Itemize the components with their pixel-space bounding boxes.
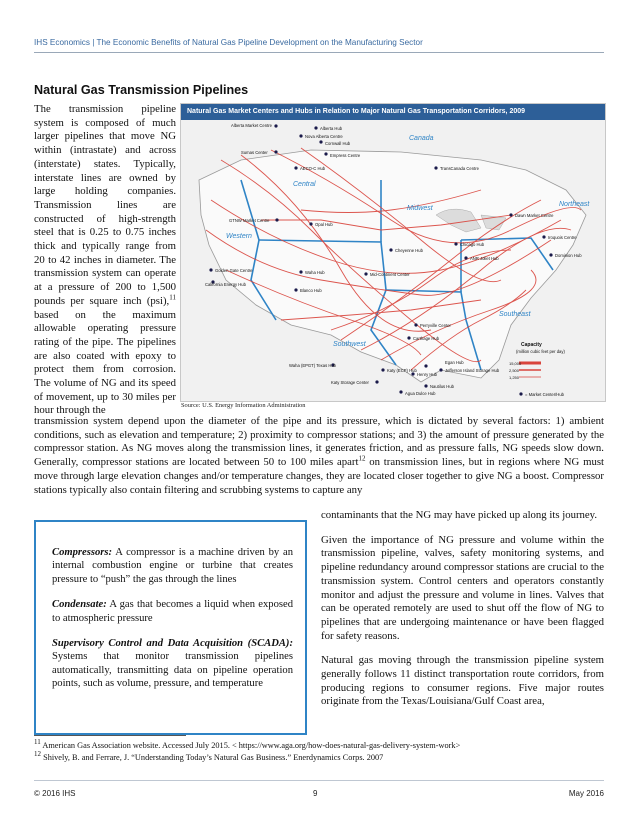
hub-label: Carthage Hub bbox=[413, 336, 440, 341]
hub-label: Henry Hub bbox=[417, 372, 438, 377]
definition-scada bbox=[52, 637, 293, 691]
hub-label: Agua Dulce Hub bbox=[405, 391, 436, 396]
region-label-central: Central bbox=[293, 181, 316, 188]
hub-label: Alberta Hub bbox=[320, 126, 343, 131]
footnote-text: American Gas Association website. Accessed July 2015. < https://www.aga.org/how-does-natural-gas-delivery-system-work> bbox=[40, 741, 461, 750]
region-label-northeast: Northeast bbox=[559, 201, 590, 208]
term-compressors: Compressors: bbox=[52, 547, 113, 558]
legend-level-2: 2,500 bbox=[509, 368, 520, 373]
def-scada: Systems that monitor transmission pipelines automatically, transmitting data on pipeline operation points, such as volume, pressure, and temperature bbox=[52, 651, 293, 690]
legend-subtitle: (million cubic feet per day) bbox=[516, 349, 565, 354]
region-label-canada: Canada bbox=[409, 135, 434, 142]
hub-label: Empress Centre bbox=[330, 153, 361, 158]
hub-label: Perryville Center bbox=[420, 323, 451, 328]
right-paragraph-3: Natural gas moving through the transmission pipeline system generally follows 11 distinct transportation route corridors, from producing regions to consumer regions. Five major routes originate from the Texas/Louisiana/Gulf Coast area, bbox=[321, 654, 604, 708]
map-legend bbox=[509, 342, 565, 397]
running-header: IHS Economics | The Economic Benefits of Natural Gas Pipeline Development on the Manufacturing Sector bbox=[34, 38, 423, 47]
right-column-text bbox=[321, 509, 604, 720]
hub-label: Jefferson Island Storage Hub bbox=[445, 368, 500, 373]
hub-label: Iroquois Centre bbox=[548, 235, 577, 240]
footnote-ref-11[interactable]: 11 bbox=[169, 293, 176, 302]
footnotes bbox=[34, 740, 604, 764]
footnote-11 bbox=[34, 740, 604, 752]
hub-label: Blanco Hub bbox=[300, 288, 322, 293]
hub-label: Opal Hub bbox=[315, 222, 333, 227]
def-compressors: A compressor is a machine driven by an internal combustion engine or turbine that creates pressure to “push” the gas through the lines bbox=[52, 547, 293, 585]
region-label-southeast: Southeast bbox=[499, 311, 531, 318]
left-column-text bbox=[34, 103, 176, 418]
footnote-text: Shively, B. and Ferrare, J. “Understanding Today’s Natural Gas Business.” Enerdynamics Corps. 2007 bbox=[41, 753, 384, 762]
left-text-b: based on the maximum allowable operating pressure rating of the pipe. The pipelines are also coated with epoxy to protect them from corrosion. The volume of NG and its speed of movement, up to 30 miles per hour through the bbox=[34, 308, 176, 417]
legend-level-1: 15,000 bbox=[509, 361, 522, 366]
hub-label: Katy (ECP) Hub bbox=[387, 368, 417, 373]
footer-rule bbox=[34, 780, 604, 781]
footnote-number: 11 bbox=[34, 738, 41, 747]
right-paragraph-2: Given the importance of NG pressure and volume within the transmission pipeline, valves, safety monitoring systems, and pipeline redundancy around compressor stations are crucial to the transmission system. Control centers and operators constantly monitor and adjust the pressure and volume in lines. Valves that can be operated remotely are used to shut off the flow of NG to pipelines that are undergoing maintenance or have been flagged for safety reasons. bbox=[321, 533, 604, 642]
definition-condensate bbox=[52, 598, 293, 625]
hub-label: ANR Joliet Hub bbox=[470, 256, 499, 261]
hub-label: Chicago Hub bbox=[460, 242, 485, 247]
hub-label: Cheyenne Hub bbox=[395, 248, 423, 253]
hub-label: Dominion Hub bbox=[555, 253, 582, 258]
def-condensate: A gas that becomes a liquid when exposed to atmospheric pressure bbox=[52, 599, 293, 624]
hub-label: Waha Hub bbox=[305, 270, 325, 275]
full-width-text bbox=[34, 415, 604, 497]
definitions-list bbox=[52, 546, 293, 703]
hub-label: Nova Alberta Centre bbox=[305, 134, 343, 139]
section-title: Natural Gas Transmission Pipelines bbox=[34, 83, 249, 97]
region-label-southwest: Southwest bbox=[333, 341, 366, 348]
term-condensate: Condensate: bbox=[52, 599, 107, 611]
legend-level-3: 1,250 bbox=[509, 375, 520, 380]
hub-label: Dawn Market Centre bbox=[515, 213, 554, 218]
hub-label: Nautilus Hub bbox=[430, 384, 454, 389]
hub-label: Golden Gate Centre bbox=[215, 268, 253, 273]
hub-label: TransCanada Centre bbox=[440, 166, 479, 171]
definitions-callout bbox=[34, 520, 307, 735]
hub-label: GTNW Market Centre bbox=[229, 218, 270, 223]
hub-label: AECO-C Hub bbox=[300, 166, 326, 171]
footer-date: May 2016 bbox=[568, 789, 604, 798]
hub-label: Katy Storage Center bbox=[331, 380, 369, 385]
footnote-12 bbox=[34, 752, 604, 764]
footnote-number: 12 bbox=[34, 750, 41, 759]
page-number: 9 bbox=[313, 789, 318, 798]
hub-label: Alberta Market Centre bbox=[231, 123, 272, 128]
header-rule bbox=[34, 52, 604, 53]
right-paragraph-1: contaminants that the NG may have picked up along its journey. bbox=[321, 509, 598, 521]
full-text-a: transmission system depend upon the diameter of the pipe and its pressure, which is dictated by several factors: 1) ambient conditions, such as elevation and temperature; 2) proximity to compressor stations; and 3) the amount of pressure generated by the compressor station. As NG moves along the transmission lines, it generates friction, and as pressure falls, NG speeds slow down. Generally, compressor stations are located between 50 to 100 miles apart bbox=[34, 415, 604, 469]
footer-copyright: © 2016 IHS bbox=[34, 789, 76, 798]
map-graphic bbox=[181, 120, 605, 401]
map-source: Source: U.S. Energy Information Administration bbox=[181, 402, 306, 409]
region-label-midwest: Midwest bbox=[407, 205, 433, 212]
term-scada: Supervisory Control and Data Acquisition (SCADA): bbox=[52, 638, 293, 650]
definition-compressors bbox=[52, 546, 293, 586]
hub-label: Sumas Center bbox=[241, 150, 268, 155]
hub-label: Egan Hub bbox=[445, 360, 464, 365]
hub-label: California Energy Hub bbox=[205, 282, 246, 287]
legend-title: Capacity bbox=[521, 342, 542, 348]
hub-label: Cornwall Hub bbox=[325, 141, 351, 146]
footnote-ref-12[interactable]: 12 bbox=[358, 454, 366, 463]
left-text-a: The transmission pipeline system is composed of much larger pipelines that move NG within (intrastate) and across (interstate) states. Typically, interstate lines are owned by large holding companies. Transmission lines are constructed of high-strength steel that is 0.25 to 0.75 inches thick and typically range from 20 to 42 inches in diameter. The transmission system can operate at a pressure of 200 to 1,500 pounds per square inch (psi), bbox=[34, 103, 176, 307]
footnote-rule bbox=[34, 735, 186, 736]
hub-label: Waha (EPGT) Texas Hub bbox=[289, 363, 337, 368]
region-label-western: Western bbox=[226, 233, 252, 240]
hub-label: Mid-Continent Center bbox=[370, 272, 410, 277]
map-title: Natural Gas Market Centers and Hubs in Relation to Major Natural Gas Transportation Corridors, 2009 bbox=[181, 104, 605, 120]
legend-marker: = Market Center/Hub bbox=[525, 392, 564, 397]
pipeline-map bbox=[180, 103, 606, 402]
full-text-b: on transmission lines, but in regions where NG must move through large elevation changes and/or temperature changes, they are located closer together to give NG a boost. Compressor stations typically also contain filtering and scrubbing systems to capture any bbox=[34, 456, 604, 496]
